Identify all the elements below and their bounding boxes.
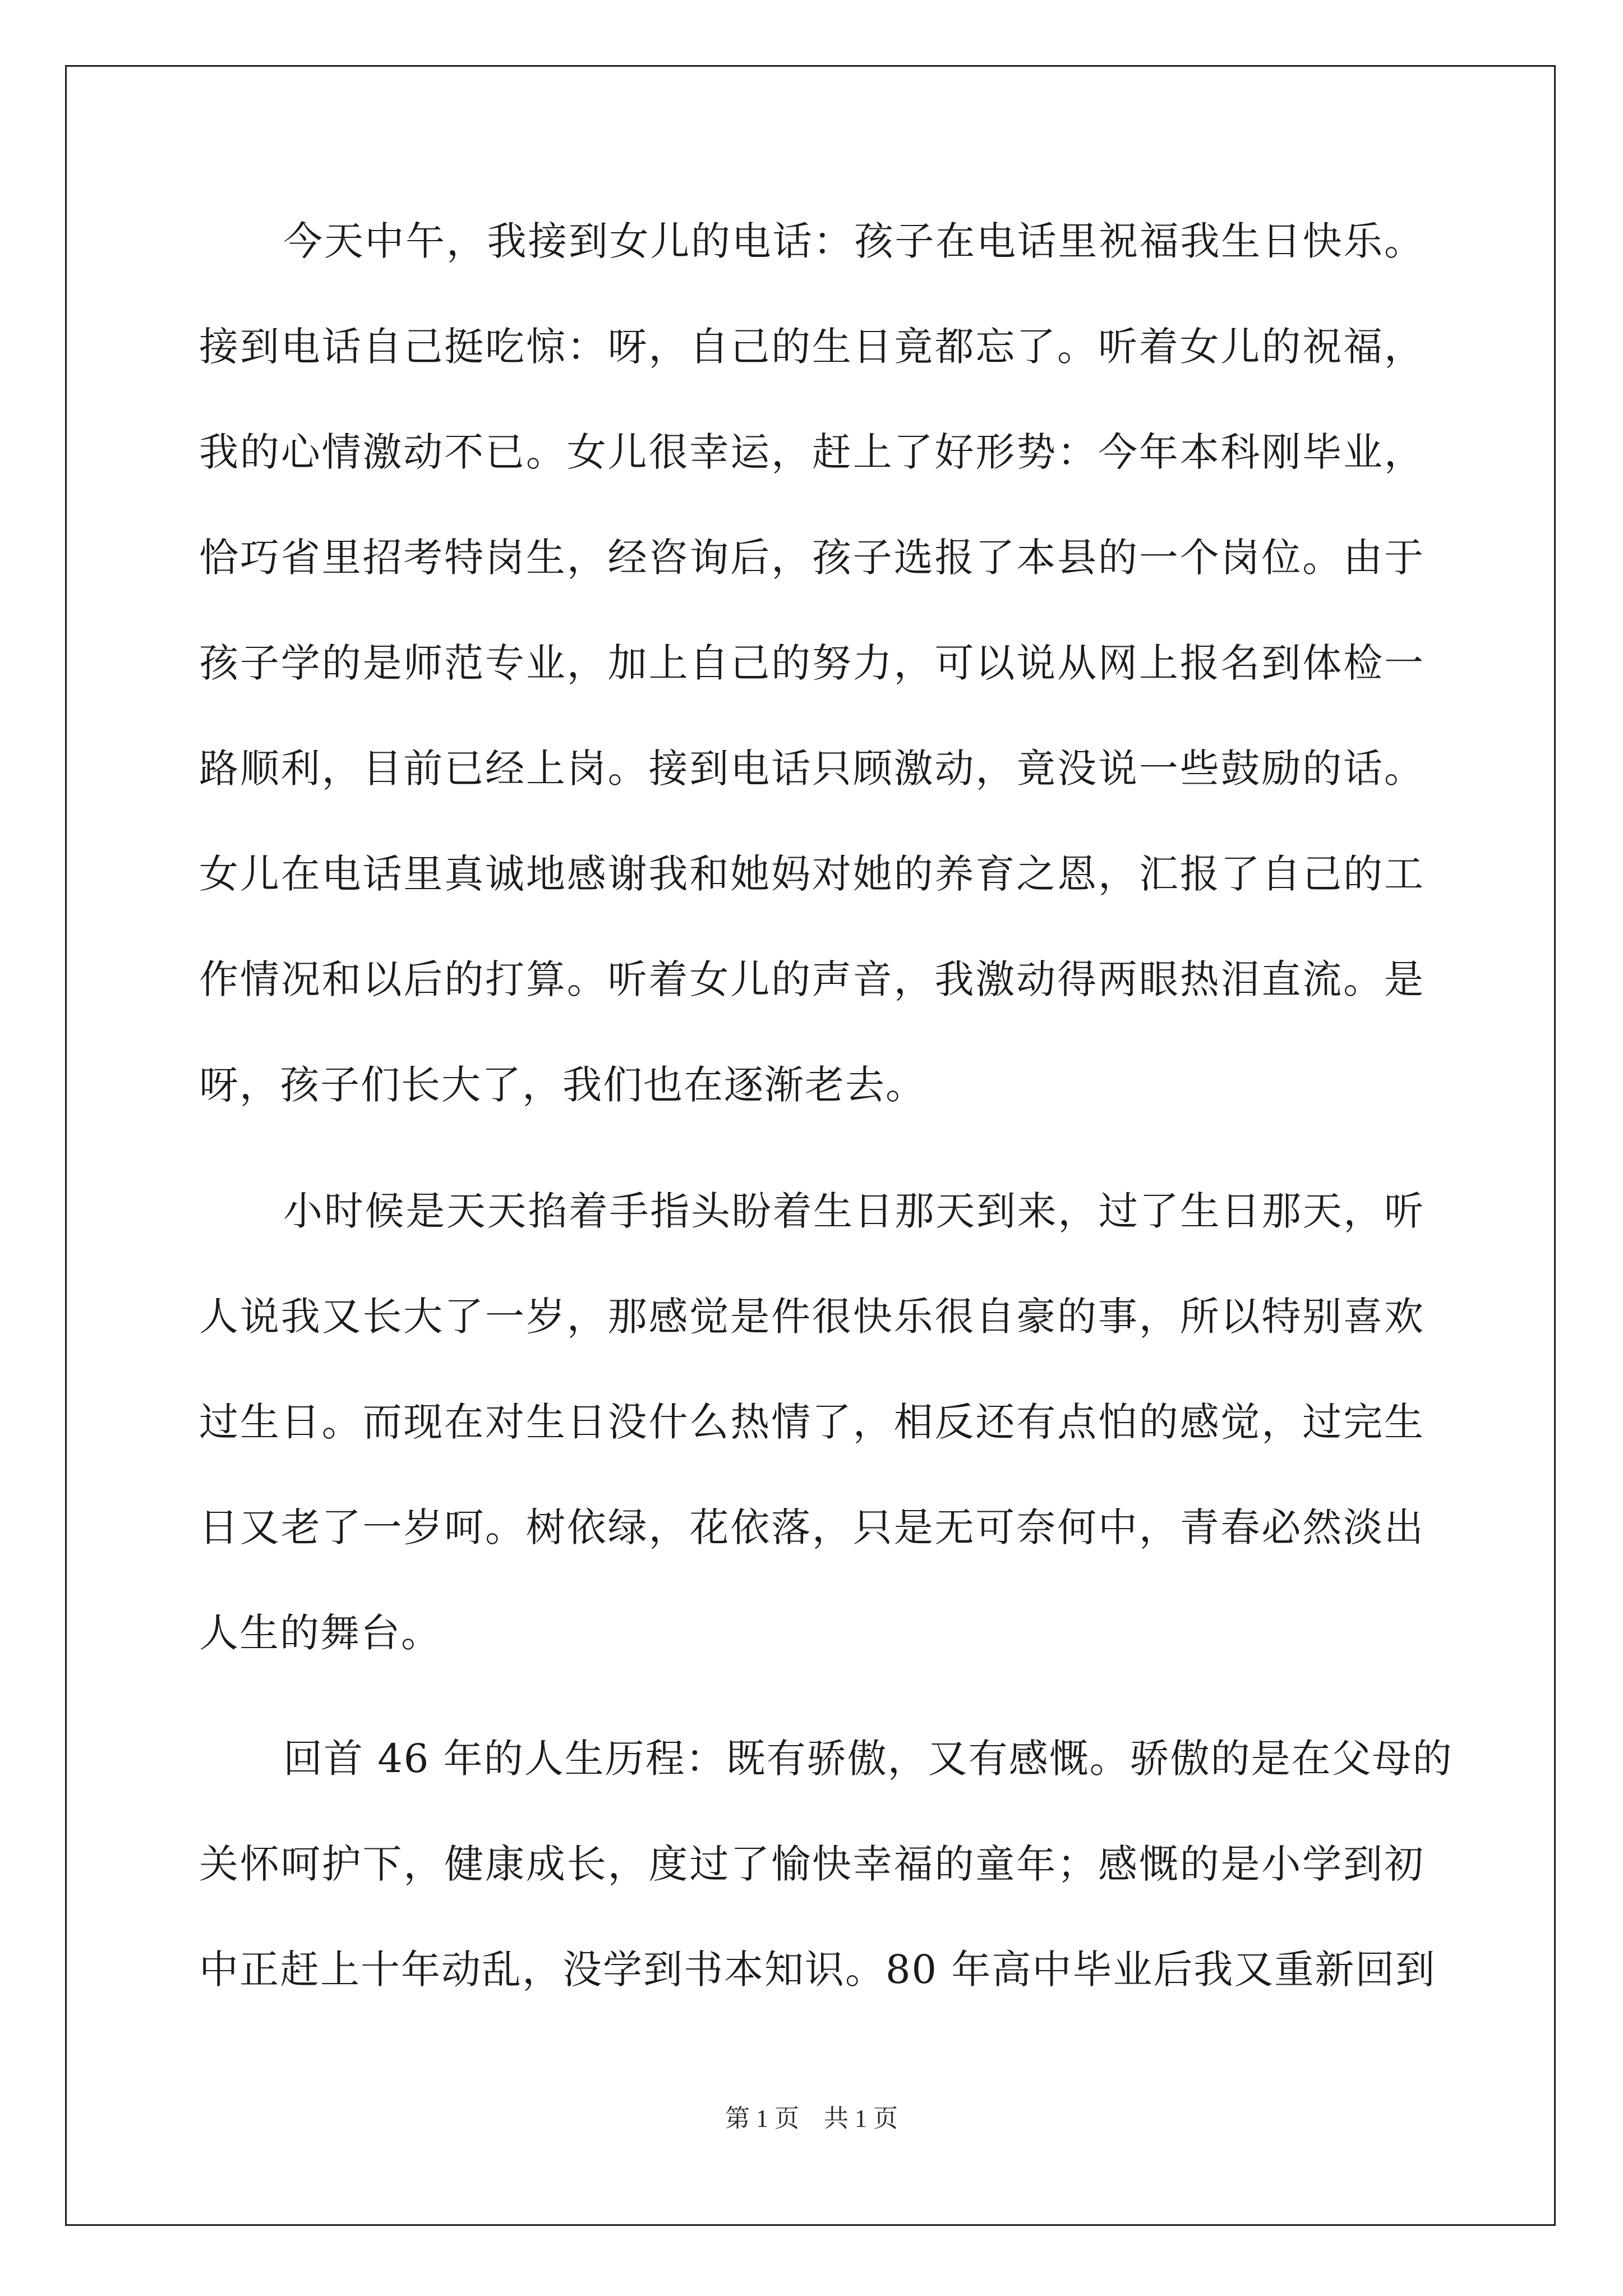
paragraph-1-line-8: 作情况和以后的打算。听着女儿的声音，我激动得两眼热泪直流。是 bbox=[199, 956, 1424, 1002]
paragraph-2-line-2: 人说我又长大了一岁，那感觉是件很快乐很自豪的事，所以特别喜欢 bbox=[199, 1294, 1424, 1340]
page-border bbox=[65, 65, 1556, 2226]
page-total: 共 1 页 bbox=[824, 2105, 898, 2132]
paragraph-3-line-1: 回首 46 年的人生历程：既有骄傲，又有感慨。骄傲的是在父母的 bbox=[283, 1736, 1453, 1782]
paragraph-1-line-3: 我的心情激动不已。女儿很幸运，赶上了好形势：今年本科刚毕业， bbox=[199, 429, 1424, 475]
paragraph-1-line-7: 女儿在电话里真诚地感谢我和她妈对她的养育之恩，汇报了自己的工 bbox=[199, 851, 1424, 897]
paragraph-3-line-2: 关怀呵护下，健康成长，度过了愉快幸福的童年；感慨的是小学到初 bbox=[199, 1841, 1424, 1887]
page-footer bbox=[0, 2098, 1623, 2134]
paragraph-1-line-2: 接到电话自己挺吃惊：呀，自己的生日竟都忘了。听着女儿的祝福， bbox=[199, 324, 1424, 370]
page-number: 第 1 页 bbox=[725, 2105, 799, 2132]
paragraph-1-line-1: 今天中午，我接到女儿的电话：孩子在电话里祝福我生日快乐。 bbox=[283, 218, 1424, 264]
paragraph-1-line-4: 恰巧省里招考特岗生，经咨询后，孩子选报了本县的一个岗位。由于 bbox=[199, 535, 1424, 581]
paragraph-1-line-5: 孩子学的是师范专业，加上自己的努力，可以说从网上报名到体检一 bbox=[199, 640, 1424, 686]
paragraph-2-line-1: 小时候是天天掐着手指头盼着生日那天到来，过了生日那天，听 bbox=[283, 1188, 1424, 1234]
paragraph-2-line-4: 日又老了一岁呵。树依绿，花依落，只是无可奈何中，青春必然淡出 bbox=[199, 1504, 1424, 1550]
paragraph-2-line-3: 过生日。而现在对生日没什么热情了，相反还有点怕的感觉，过完生 bbox=[199, 1399, 1424, 1445]
paragraph-1-line-6: 路顺利，目前已经上岗。接到电话只顾激动，竟没说一些鼓励的话。 bbox=[199, 746, 1424, 792]
paragraph-2-line-5: 人生的舞台。 bbox=[199, 1610, 441, 1656]
paragraph-1-line-9: 呀，孩子们长大了，我们也在逐渐老去。 bbox=[199, 1062, 926, 1108]
paragraph-3-line-3: 中正赶上十年动乱，没学到书本知识。80 年高中毕业后我又重新回到 bbox=[199, 1947, 1436, 1993]
